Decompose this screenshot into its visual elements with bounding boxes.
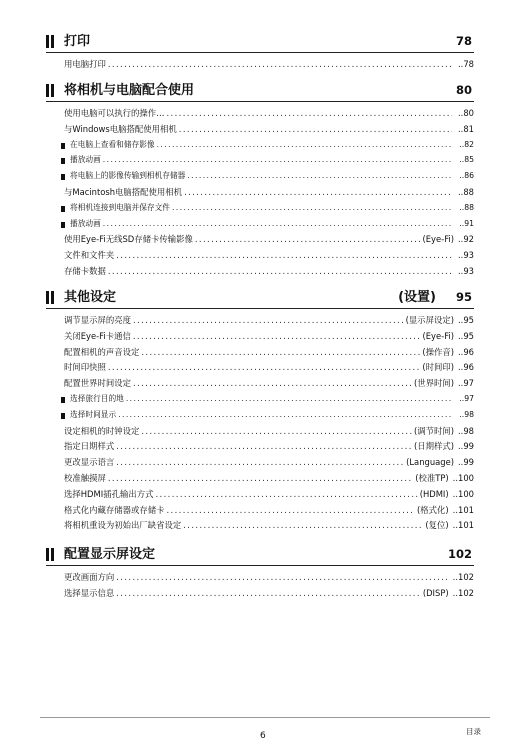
- square-bullet-icon: [61, 413, 65, 419]
- footer-section-label: 目录: [466, 727, 481, 736]
- page-dot-leader: ..: [458, 330, 464, 341]
- section-page-number: 78: [455, 34, 472, 48]
- entry-label: 与Windows电脑搭配使用相机: [64, 123, 177, 134]
- page-dot-leader: ..: [458, 250, 464, 261]
- toc-entry[interactable]: [46, 314, 474, 330]
- page-number: 6: [260, 731, 266, 741]
- section-bars-icon: [46, 291, 59, 304]
- toc-subentry[interactable]: [46, 393, 474, 409]
- entry-page-number: 95: [463, 315, 474, 325]
- page-dot-leader: ..: [458, 59, 464, 69]
- entry-page-number: 96: [463, 346, 474, 357]
- entry-label: 选择显示信息: [64, 587, 115, 598]
- entry-page-number: 88: [463, 186, 474, 197]
- dot-leader: [116, 250, 452, 260]
- square-bullet-icon: [61, 174, 65, 180]
- toc-entry[interactable]: [46, 377, 474, 393]
- entry-category: (Language): [406, 457, 454, 468]
- footer-divider: [40, 717, 490, 718]
- dot-leader: [133, 378, 412, 388]
- page-dot-leader: ..: [452, 572, 458, 582]
- entry-category: (操作音): [422, 346, 454, 357]
- toc-section: [46, 288, 474, 535]
- page-dot-leader: ..: [459, 139, 465, 149]
- page-dot-leader: ..: [458, 265, 464, 276]
- dot-leader: [118, 410, 453, 419]
- entry-page-number: 99: [463, 457, 474, 468]
- dot-leader: [155, 489, 417, 499]
- entry-page-number: 95: [463, 330, 474, 341]
- page-dot-leader: ..: [458, 362, 464, 373]
- section-page-number: 80: [455, 83, 472, 97]
- entry-category: (HDMI): [419, 488, 449, 499]
- section-category: (设置): [398, 290, 436, 305]
- square-bullet-icon: [61, 158, 65, 164]
- section-title: 其他设定: [64, 290, 117, 305]
- page-dot-leader: ..: [459, 202, 465, 212]
- section-header[interactable]: [46, 545, 474, 566]
- toc-subentry[interactable]: [46, 218, 474, 234]
- toc-entry[interactable]: [46, 488, 474, 504]
- entry-label: 更改显示语言: [64, 457, 115, 468]
- entry-label: 选择旅行目的地: [70, 393, 124, 403]
- entry-page-number: 101: [458, 504, 474, 515]
- entry-label: 将电脑上的影像传输到相机存储器: [70, 171, 186, 181]
- dot-leader: [126, 394, 453, 403]
- entry-page-number: 96: [463, 362, 474, 373]
- dot-leader: [179, 124, 452, 134]
- entry-label: 时间印快照: [64, 362, 106, 373]
- page-dot-leader: ..: [458, 315, 464, 325]
- entry-label: 设定相机的时钟设定: [64, 425, 140, 436]
- toc-entry[interactable]: [46, 330, 474, 346]
- entry-label: 文件和文件夹: [64, 250, 115, 261]
- toc-entry[interactable]: [46, 440, 474, 456]
- page-dot-leader: ..: [458, 123, 464, 134]
- entry-page-number: 88: [464, 202, 474, 212]
- entry-category: (时间印): [422, 362, 454, 373]
- toc-entry[interactable]: [46, 587, 474, 603]
- entry-category: (复位): [425, 520, 449, 531]
- page-dot-leader: ..: [458, 425, 464, 436]
- page-dot-leader: ..: [458, 186, 464, 197]
- page-dot-leader: ..: [459, 218, 465, 228]
- toc-subentry[interactable]: [46, 409, 474, 425]
- entry-label: 将相机重设为初始出厂缺省设定: [64, 520, 182, 531]
- entry-category: (调节时间): [413, 425, 454, 436]
- page-dot-leader: ..: [458, 346, 464, 357]
- entry-page-number: 78: [463, 59, 474, 69]
- entry-list: [46, 53, 474, 74]
- page-dot-leader: ..: [452, 504, 458, 515]
- dot-leader: [108, 266, 452, 276]
- dot-leader: [116, 588, 421, 598]
- dot-leader: [172, 203, 453, 212]
- page-dot-leader: ..: [459, 409, 465, 419]
- entry-page-number: 102: [458, 587, 474, 598]
- page-dot-leader: ..: [459, 155, 465, 165]
- dot-leader: [195, 234, 421, 244]
- toc-entry[interactable]: [46, 472, 474, 488]
- entry-list: [46, 102, 474, 281]
- entry-label: 播放动画: [70, 218, 101, 228]
- entry-label: 选择时间显示: [70, 409, 117, 419]
- entry-page-number: 97: [463, 378, 474, 389]
- square-bullet-icon: [61, 206, 65, 212]
- section-title: 配置显示屏设定: [64, 547, 156, 562]
- dot-leader: [116, 441, 412, 451]
- toc-subentry[interactable]: [46, 202, 474, 218]
- entry-list: [46, 566, 474, 603]
- section-header[interactable]: [46, 81, 474, 102]
- dot-leader: [108, 473, 413, 483]
- toc-entry[interactable]: [46, 265, 474, 281]
- dot-leader: [133, 331, 421, 341]
- entry-label: 与Macintosh电脑搭配使用相机: [64, 186, 183, 197]
- entry-page-number: 99: [463, 441, 474, 452]
- page-dot-leader: ..: [452, 488, 458, 499]
- toc-entry[interactable]: [46, 571, 474, 587]
- page-dot-leader: ..: [459, 171, 465, 181]
- toc-subentry[interactable]: [46, 154, 474, 170]
- entry-list: [46, 309, 474, 535]
- dot-leader: [116, 457, 404, 467]
- entry-category: (格式化): [417, 504, 449, 515]
- entry-page-number: 101: [458, 520, 474, 531]
- entry-page-number: 98: [463, 425, 474, 436]
- square-bullet-icon: [61, 397, 65, 403]
- square-bullet-icon: [61, 143, 65, 149]
- entry-page-number: 93: [463, 265, 474, 276]
- toc-section: [46, 81, 474, 281]
- dot-leader: [116, 572, 446, 582]
- toc-entry[interactable]: [46, 361, 474, 377]
- entry-page-number: 92: [463, 234, 474, 245]
- entry-page-number: 102: [458, 572, 474, 582]
- dot-leader: [184, 187, 452, 197]
- dot-leader: [157, 140, 454, 149]
- dot-leader: [103, 219, 454, 228]
- toc-entry[interactable]: [46, 58, 474, 74]
- entry-page-number: 80: [463, 108, 474, 118]
- entry-label: 配置相机的声音设定: [64, 346, 140, 357]
- toc-entry[interactable]: [46, 123, 474, 139]
- section-page-number: 95: [455, 290, 472, 304]
- entry-page-number: 82: [464, 139, 474, 149]
- entry-label: 配置世界时间设定: [64, 378, 131, 389]
- toc-subentry[interactable]: [46, 139, 474, 155]
- toc-entry[interactable]: [46, 425, 474, 441]
- page-dot-leader: ..: [452, 472, 458, 483]
- entry-label: 用电脑打印: [64, 59, 106, 69]
- entry-label: 在电脑上查看和储存影像: [70, 139, 155, 149]
- toc-subentry[interactable]: [46, 170, 474, 186]
- page-dot-leader: ..: [458, 457, 464, 468]
- toc-section: [46, 545, 474, 603]
- square-bullet-icon: [61, 222, 65, 228]
- entry-label: 格式化内藏存储器或存储卡: [64, 504, 165, 515]
- section-title: 将相机与电脑配合使用: [64, 83, 195, 98]
- entry-page-number: 100: [458, 472, 474, 483]
- dot-leader: [187, 171, 453, 180]
- toc-entry[interactable]: [46, 249, 474, 265]
- toc-entry[interactable]: [46, 519, 474, 535]
- toc-entry[interactable]: [46, 233, 474, 249]
- section-page-number: 102: [447, 547, 472, 561]
- dot-leader: [141, 426, 412, 436]
- toc-entry[interactable]: [46, 346, 474, 362]
- entry-page-number: 100: [458, 488, 474, 499]
- dot-leader: [103, 155, 454, 164]
- entry-category: (Eye-Fi): [422, 330, 454, 341]
- entry-category: (校准TP): [415, 472, 449, 483]
- entry-page-number: 86: [464, 171, 474, 181]
- entry-category: (日期样式): [413, 441, 454, 452]
- dot-leader: [167, 108, 453, 118]
- entry-page-number: 98: [464, 409, 474, 419]
- section-header[interactable]: [46, 288, 474, 309]
- section-header[interactable]: [46, 32, 474, 53]
- page-dot-leader: ..: [458, 108, 464, 118]
- entry-category: (DISP): [422, 587, 449, 598]
- dot-leader: [108, 59, 452, 69]
- toc-entry[interactable]: [46, 504, 474, 520]
- entry-page-number: 93: [463, 250, 474, 261]
- entry-page-number: 85: [464, 155, 474, 165]
- entry-label: 使用电脑可以执行的操作…: [64, 108, 165, 118]
- section-bars-icon: [46, 84, 59, 97]
- dot-leader: [141, 347, 420, 357]
- entry-label: 关闭Eye-Fi卡通信: [64, 330, 131, 341]
- dot-leader: [108, 362, 420, 372]
- entry-category: (Eye-Fi): [422, 234, 454, 245]
- entry-label: 指定日期样式: [64, 441, 115, 452]
- dot-leader: [183, 520, 423, 530]
- entry-page-number: 97: [464, 393, 474, 403]
- page-dot-leader: ..: [459, 393, 465, 403]
- entry-label: 选择HDMI插孔输出方式: [64, 488, 154, 499]
- page-dot-leader: ..: [458, 234, 464, 245]
- dot-leader: [133, 315, 404, 325]
- entry-label: 校准触摸屏: [64, 472, 106, 483]
- entry-label: 使用Eye-Fi无线SD存储卡传输影像: [64, 234, 193, 245]
- entry-label: 更改画面方向: [64, 572, 115, 582]
- section-title: 打印: [64, 34, 91, 49]
- entry-category: (显示屏设定): [405, 315, 454, 325]
- entry-page-number: 91: [464, 218, 474, 228]
- entry-page-number: 81: [463, 123, 474, 134]
- entry-label: 将相机连接到电脑并保存文件: [70, 202, 170, 212]
- toc-entry[interactable]: [46, 186, 474, 202]
- page-dot-leader: ..: [458, 378, 464, 389]
- section-bars-icon: [46, 548, 59, 561]
- entry-label: 调节显示屏的亮度: [64, 315, 131, 325]
- page-dot-leader: ..: [458, 441, 464, 452]
- section-bars-icon: [46, 35, 59, 48]
- toc-entry[interactable]: [46, 107, 474, 123]
- page-dot-leader: ..: [452, 587, 458, 598]
- dot-leader: [167, 505, 416, 515]
- entry-label: 存储卡数据: [64, 265, 106, 276]
- page-dot-leader: ..: [452, 520, 458, 531]
- entry-label: 播放动画: [70, 155, 101, 165]
- toc-section: [46, 32, 474, 74]
- toc-entry[interactable]: [46, 456, 474, 472]
- entry-category: (世界时间): [413, 378, 454, 389]
